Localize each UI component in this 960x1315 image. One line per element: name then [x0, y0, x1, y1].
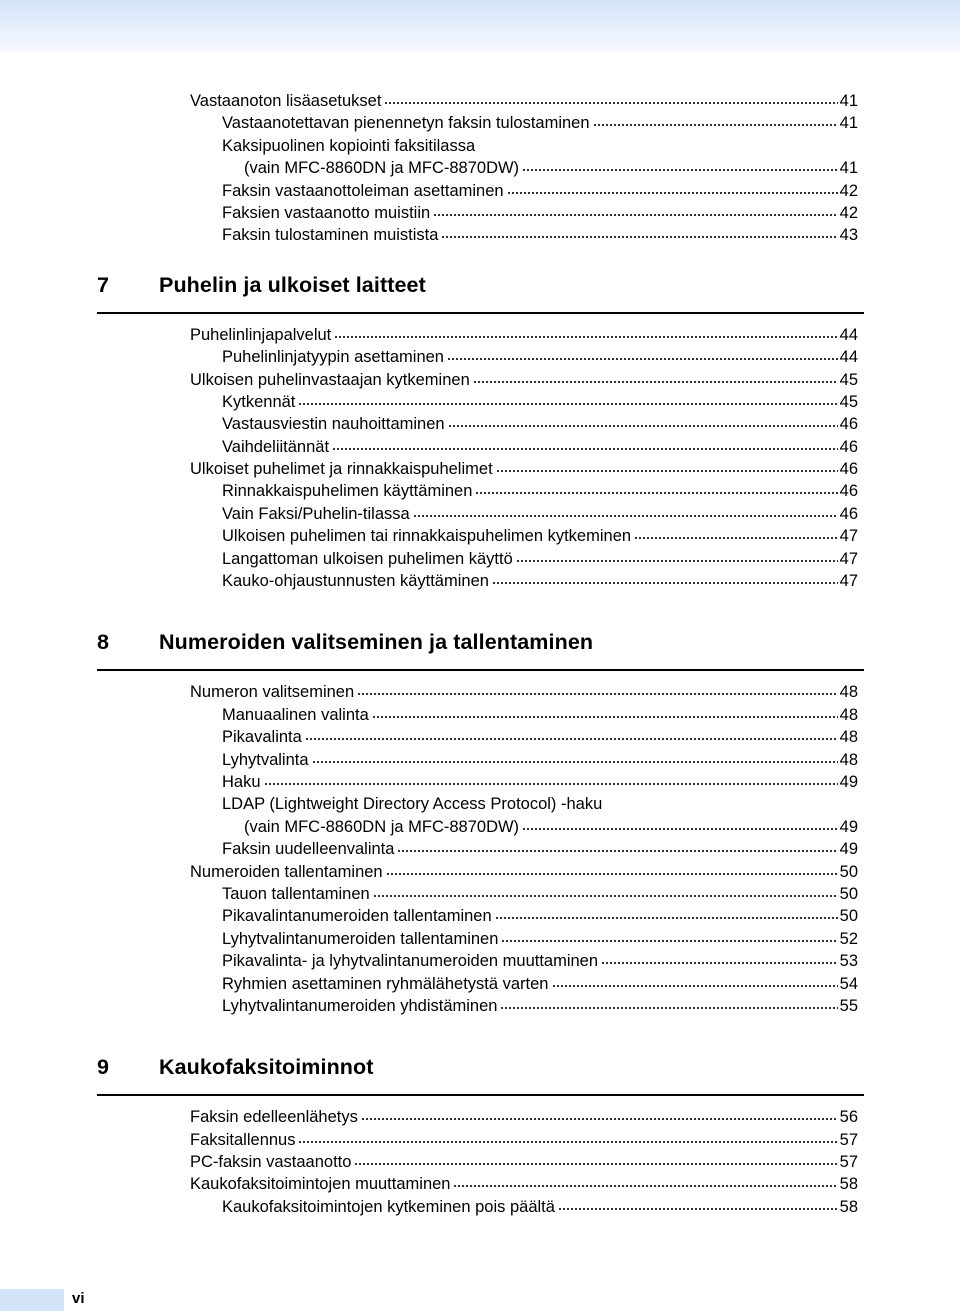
toc-page-number: 57: [839, 1130, 858, 1149]
toc-entry[interactable]: [222, 950, 858, 972]
toc-entry[interactable]: [222, 570, 858, 592]
toc-entry[interactable]: [244, 157, 858, 179]
dot-leader: [475, 491, 837, 495]
dot-leader: [372, 715, 838, 719]
toc-entry-title: Lyhytvalintanumeroiden tallentaminen: [222, 929, 499, 948]
toc-entry[interactable]: [222, 704, 858, 726]
section-spacer: [0, 592, 960, 606]
footer-page-number: vi: [72, 1290, 85, 1307]
dot-leader: [413, 514, 838, 518]
footer-accent-box: [0, 1289, 64, 1311]
dot-leader: [453, 1184, 837, 1188]
dot-leader: [433, 213, 837, 217]
toc-entry[interactable]: [190, 681, 858, 703]
toc-entry[interactable]: [222, 548, 858, 570]
toc-entry-title: Numeron valitseminen: [190, 683, 355, 702]
toc-entry[interactable]: [222, 793, 960, 815]
toc-page-number: 56: [839, 1108, 858, 1127]
toc-entry-title: Puhelinlinjapalvelut: [190, 325, 332, 344]
dot-leader: [334, 335, 837, 339]
dot-leader: [384, 101, 837, 105]
toc-page-number: 55: [839, 996, 858, 1015]
toc-entry[interactable]: [222, 1196, 858, 1218]
toc-entry-title: Pikavalinta- ja lyhytvalintanumeroiden muuttaminen: [222, 952, 599, 971]
toc-entry[interactable]: [222, 905, 858, 927]
toc-entry[interactable]: [190, 369, 858, 391]
toc-entry[interactable]: [190, 1173, 858, 1195]
toc-entry[interactable]: [222, 180, 858, 202]
chapter-number: 9: [97, 1055, 110, 1080]
toc-page-number: 48: [839, 750, 858, 769]
toc-entry[interactable]: [222, 480, 858, 502]
toc-entry-title: Langattoman ulkoisen puhelimen käyttö: [222, 549, 513, 568]
chapter-title: Puhelin ja ulkoiset laitteet: [159, 272, 426, 297]
page-header-band: [0, 0, 960, 52]
toc-page-number: 47: [839, 549, 858, 568]
toc-entry-title: Pikavalinta: [222, 728, 302, 747]
toc-entry[interactable]: [222, 928, 858, 950]
toc-page-number: 42: [839, 203, 858, 222]
chapter-number: 7: [97, 272, 110, 297]
toc-entry[interactable]: [190, 90, 858, 112]
dot-leader: [495, 916, 838, 920]
toc-page-number: 46: [839, 437, 858, 456]
toc-entry[interactable]: [222, 503, 858, 525]
toc-entry-title: Tauon tallentaminen: [222, 884, 370, 903]
toc-page-number: 52: [839, 929, 858, 948]
chapter-number: 8: [97, 630, 110, 655]
toc-page-number: 53: [839, 952, 858, 971]
toc-entry-title: Ulkoisen puhelimen tai rinnakkaispuhelimen kytkeminen: [222, 527, 632, 546]
chapter-heading: [97, 614, 864, 671]
dot-leader: [332, 447, 838, 451]
toc-page-number: 43: [839, 226, 858, 245]
toc-page-number: 48: [839, 728, 858, 747]
toc-entry[interactable]: [222, 413, 858, 435]
chapter-title: Kaukofaksitoiminnot: [159, 1055, 374, 1080]
dot-leader: [558, 1207, 838, 1211]
toc-entry[interactable]: [190, 1129, 858, 1151]
dot-leader: [448, 424, 838, 428]
toc-entry-title: Kaukofaksitoimintojen muuttaminen: [190, 1175, 451, 1194]
toc-page-number: 44: [839, 325, 858, 344]
toc-entry[interactable]: [190, 458, 858, 480]
toc-entry-title: Ulkoiset puhelimet ja rinnakkaispuhelimet: [190, 460, 493, 479]
toc-entry[interactable]: [190, 324, 858, 346]
toc-page-number: 46: [839, 460, 858, 479]
toc-entry-title: PC-faksin vastaanotto: [190, 1153, 352, 1172]
toc-page-number: 50: [839, 884, 858, 903]
toc-page-number: 49: [839, 817, 858, 836]
dot-leader: [500, 1006, 837, 1010]
toc-entry[interactable]: [190, 1106, 858, 1128]
toc-entry-title: Puhelinlinjatyypin asettaminen: [222, 348, 444, 367]
toc-page-number: 44: [839, 348, 858, 367]
toc-entry-title: Rinnakkaispuhelimen käyttäminen: [222, 482, 473, 501]
dot-leader: [298, 1140, 837, 1144]
toc-entry[interactable]: [222, 224, 858, 246]
toc-entry-title: Ryhmien asettaminen ryhmälähetystä varten: [222, 974, 549, 993]
toc-entry-title: Lyhytvalintanumeroiden yhdistäminen: [222, 996, 498, 1015]
toc-entry[interactable]: [222, 883, 858, 905]
toc-page-number: 49: [839, 772, 858, 791]
toc-entry-title: Vaihdeliitännät: [222, 437, 330, 456]
toc-entry[interactable]: [222, 202, 858, 224]
toc-page-number: 45: [839, 392, 858, 411]
dot-leader: [501, 939, 837, 943]
toc-page-number: 54: [839, 974, 858, 993]
toc-entry-title: Faksitallennus: [190, 1130, 296, 1149]
toc-page-number: 57: [839, 1153, 858, 1172]
chapter-heading: [97, 257, 864, 314]
toc-entry[interactable]: [222, 838, 858, 860]
toc-entry-title: Faksien vastaanotto muistiin: [222, 203, 431, 222]
dot-leader: [634, 536, 838, 540]
dot-leader: [361, 1117, 838, 1121]
dot-leader: [516, 559, 838, 563]
toc-entry-title: Ulkoisen puhelinvastaajan kytkeminen: [190, 370, 470, 389]
toc-entry-title: Haku: [222, 772, 261, 791]
table-of-contents: [0, 90, 960, 1218]
dot-leader: [354, 1162, 837, 1166]
toc-page-number: 41: [839, 92, 858, 110]
toc-entry[interactable]: [222, 995, 858, 1017]
toc-entry[interactable]: [222, 726, 858, 748]
dot-leader: [601, 961, 838, 965]
toc-page-number: 46: [839, 482, 858, 501]
dot-leader: [386, 872, 838, 876]
toc-entry-title: Kytkennät: [222, 392, 296, 411]
toc-entry-title: Pikavalintanumeroiden tallentaminen: [222, 907, 492, 926]
toc-entry-title: Faksin tulostaminen muistista: [222, 226, 439, 245]
toc-entry-title: Lyhytvalinta: [222, 750, 309, 769]
dot-leader: [522, 827, 838, 831]
section-spacer: [0, 247, 960, 249]
toc-entry-title: (vain MFC-8860DN ja MFC-8870DW): [244, 159, 520, 178]
dot-leader: [298, 402, 837, 406]
dot-leader: [312, 760, 838, 764]
toc-entry-title: Vastaanotettavan pienennetyn faksin tulostaminen: [222, 114, 590, 133]
toc-page-number: 58: [839, 1175, 858, 1194]
toc-entry-title: Faksin vastaanottoleiman asettaminen: [222, 181, 504, 200]
dot-leader: [357, 692, 837, 696]
toc-entry-title: Vastausviestin nauhoittaminen: [222, 415, 445, 434]
toc-entry-title: Kaksipuolinen kopiointi faksitilassa: [222, 136, 476, 155]
toc-entry[interactable]: [190, 861, 858, 883]
toc-entry-title: Vain Faksi/Puhelin-tilassa: [222, 504, 410, 523]
toc-entry-title: (vain MFC-8860DN ja MFC-8870DW): [244, 817, 520, 836]
toc-entry[interactable]: [222, 391, 858, 413]
toc-entry[interactable]: [222, 112, 858, 134]
toc-page-number: 45: [839, 370, 858, 389]
toc-entry[interactable]: [190, 1151, 858, 1173]
dot-leader: [441, 235, 837, 239]
toc-entry-title: Kauko-ohjaustunnusten käyttäminen: [222, 572, 489, 591]
chapter-heading: [97, 1039, 864, 1096]
toc-page-number: 46: [839, 415, 858, 434]
toc-page-number: 50: [839, 907, 858, 926]
dot-leader: [593, 123, 838, 127]
dot-leader: [522, 168, 838, 172]
toc-entry[interactable]: [222, 346, 858, 368]
toc-entry[interactable]: [222, 135, 960, 157]
chapter-title: Numeroiden valitseminen ja tallentaminen: [159, 630, 594, 655]
toc-page-number: 42: [839, 181, 858, 200]
section-spacer: [0, 1017, 960, 1031]
toc-page-number: 58: [839, 1197, 858, 1216]
toc-page-number: 41: [839, 159, 858, 178]
toc-entry[interactable]: [222, 525, 858, 547]
toc-entry[interactable]: [222, 771, 858, 793]
toc-page-number: 49: [839, 840, 858, 859]
toc-entry-title: Numeroiden tallentaminen: [190, 862, 383, 881]
toc-page-number: 48: [839, 683, 858, 702]
dot-leader: [373, 894, 838, 898]
dot-leader: [305, 737, 838, 741]
toc-entry-title: Manuaalinen valinta: [222, 705, 369, 724]
toc-page-number: 47: [839, 572, 858, 591]
toc-page-number: 47: [839, 527, 858, 546]
toc-entry[interactable]: [222, 436, 858, 458]
toc-page-number: 41: [839, 114, 858, 133]
toc-entry[interactable]: [222, 749, 858, 771]
dot-leader: [496, 469, 838, 473]
toc-entry-title: Kaukofaksitoimintojen kytkeminen pois päältä: [222, 1197, 555, 1216]
toc-entry-title: Faksin uudelleenvalinta: [222, 840, 395, 859]
dot-leader: [447, 357, 838, 361]
dot-leader: [473, 380, 838, 384]
dot-leader: [397, 849, 837, 853]
toc-entry[interactable]: [244, 816, 858, 838]
dot-leader: [552, 984, 838, 988]
toc-page-number: 50: [839, 862, 858, 881]
toc-entry-title: Faksin edelleenlähetys: [190, 1108, 358, 1127]
toc-page-number: 48: [839, 705, 858, 724]
toc-entry[interactable]: [222, 973, 858, 995]
dot-leader: [264, 782, 838, 786]
toc-page-number: 46: [839, 504, 858, 523]
dot-leader: [507, 191, 838, 195]
dot-leader: [492, 581, 838, 585]
toc-entry-title: LDAP (Lightweight Directory Access Protocol) -haku: [222, 795, 603, 814]
toc-entry-title: Vastaanoton lisäasetukset: [190, 92, 382, 110]
